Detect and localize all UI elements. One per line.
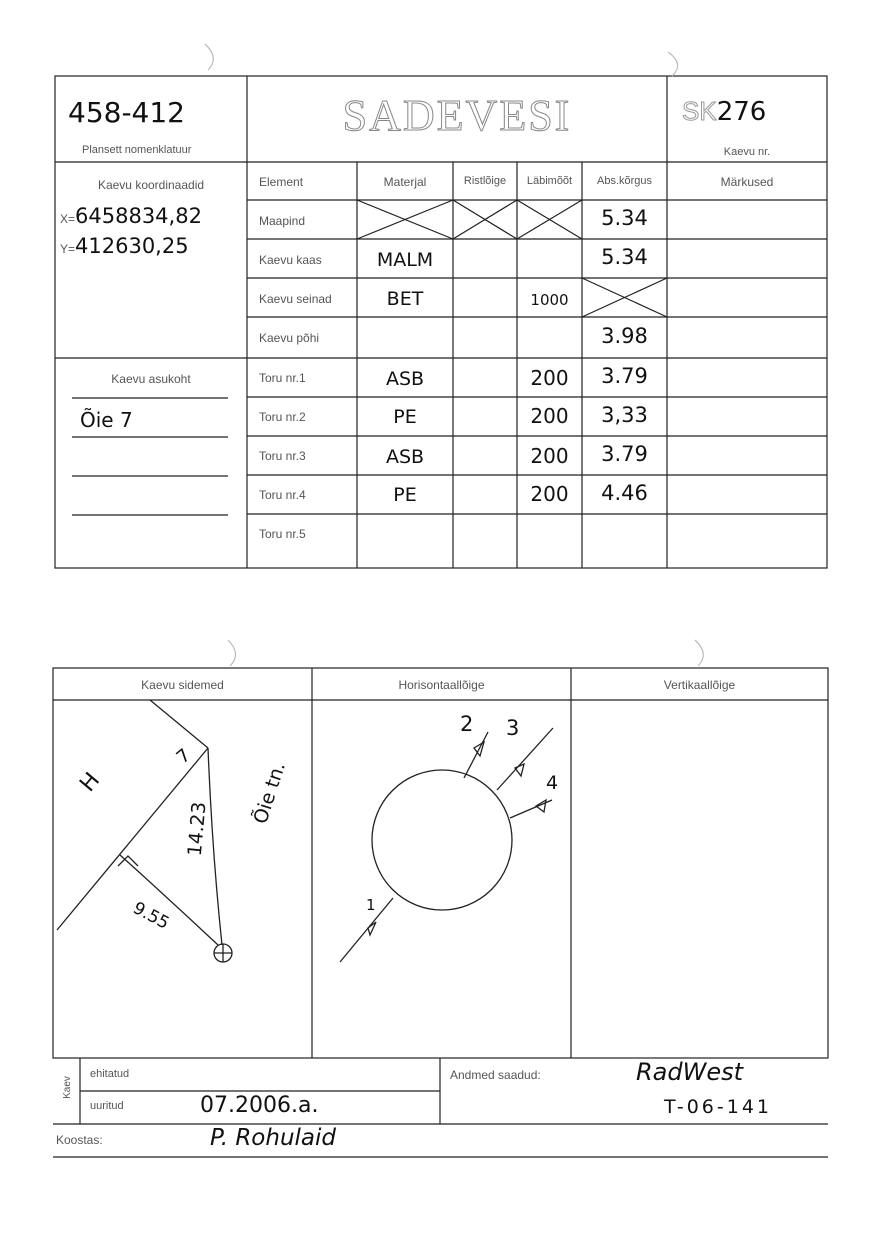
row-material: PE — [393, 484, 417, 506]
row-element: Toru nr.3 — [259, 449, 306, 463]
panel-title-ties: Kaevu sidemed — [141, 678, 224, 692]
y-prefix: Y= — [60, 242, 76, 256]
footer-compiler: P. Rohulaid — [210, 1125, 337, 1151]
footer-data-source-label: Andmed saadud: — [450, 1068, 541, 1082]
row-material: ASB — [385, 446, 425, 468]
row-diameter: 200 — [530, 444, 569, 468]
panel-title-vertical: Vertikaallõige — [663, 678, 736, 692]
manhole-prefix: SK — [682, 96, 717, 126]
panel-title-horizontal: Horisontaallõige — [398, 678, 485, 692]
location-value: Õie 7 — [80, 408, 133, 432]
row-material: PE — [393, 406, 417, 428]
ties-distance-a: 14.23 — [183, 800, 211, 858]
location-label: Kaevu asukoht — [111, 372, 191, 386]
row-height: 3.79 — [601, 364, 648, 388]
row-diameter: 200 — [530, 404, 569, 428]
footer-company: RadWest — [636, 1058, 744, 1086]
footer-surveyed-value: 07.2006.a. — [200, 1093, 319, 1118]
row-height: 3.98 — [601, 324, 648, 348]
horizontal-section-sketch — [340, 728, 553, 962]
row-diameter: 1000 — [530, 291, 569, 309]
nomenclature-value: 458-412 — [68, 96, 185, 129]
footer-job-number: T-06-141 — [664, 1096, 773, 1118]
row-element: Kaevu seinad — [259, 292, 332, 306]
pipe-label-3: 3 — [506, 716, 520, 740]
row-element: Toru nr.4 — [259, 488, 306, 502]
pipe-label-1: 1 — [366, 896, 376, 914]
ties-distance-b: 9.55 — [129, 898, 173, 934]
row-element: Kaevu kaas — [259, 253, 322, 267]
coords-label: Kaevu koordinaadid — [97, 178, 205, 192]
ties-street: Õie tn. — [249, 759, 291, 827]
row-material: ASB — [385, 368, 425, 390]
row-element: Maapind — [259, 214, 306, 228]
row-height: 3,33 — [601, 403, 648, 427]
row-element: Toru nr.5 — [259, 527, 306, 541]
row-diameter: 200 — [530, 366, 569, 390]
footer-compiled-label: Koostas: — [56, 1133, 103, 1147]
row-diameter: 200 — [530, 482, 569, 506]
row-material: BET — [386, 288, 424, 310]
footer-side-label: Kaev — [61, 1076, 73, 1099]
row-height: 5.34 — [601, 206, 648, 230]
pipe-label-4: 4 — [546, 772, 559, 794]
y-value: 412630,25 — [75, 234, 189, 258]
row-element: Kaevu põhi — [259, 331, 320, 345]
pipe-label-2: 2 — [460, 712, 474, 736]
header-diameter: Läbimõõt — [526, 175, 573, 187]
header-cross-section: Ristlõige — [463, 175, 507, 187]
sheet-title: SADEVESI — [342, 91, 572, 140]
header-element: Element — [259, 175, 304, 189]
row-material: MALM — [376, 249, 434, 271]
header-material: Materjal — [383, 175, 427, 189]
header-notes: Märkused — [720, 175, 774, 189]
row-height: 3.79 — [601, 442, 648, 466]
ties-label-7: 7 — [172, 744, 195, 769]
footer-built-label: ehitatud — [90, 1068, 130, 1080]
row-element: Toru nr.2 — [259, 410, 306, 424]
x-value: 6458834,82 — [75, 204, 202, 228]
header-abs-height: Abs.kõrgus — [596, 175, 653, 187]
row-height: 5.34 — [601, 245, 648, 269]
ties-label-h: H — [75, 768, 106, 797]
manhole-label: Kaevu nr. — [723, 146, 771, 158]
row-element: Toru nr.1 — [259, 371, 306, 385]
row-height: 4.46 — [601, 481, 648, 505]
nomenclature-label: Plansett nomenklatuur — [82, 144, 192, 156]
footer-surveyed-label: uuritud — [90, 1100, 124, 1112]
x-prefix: X= — [60, 212, 76, 226]
manhole-number-value: 276 — [716, 97, 767, 127]
